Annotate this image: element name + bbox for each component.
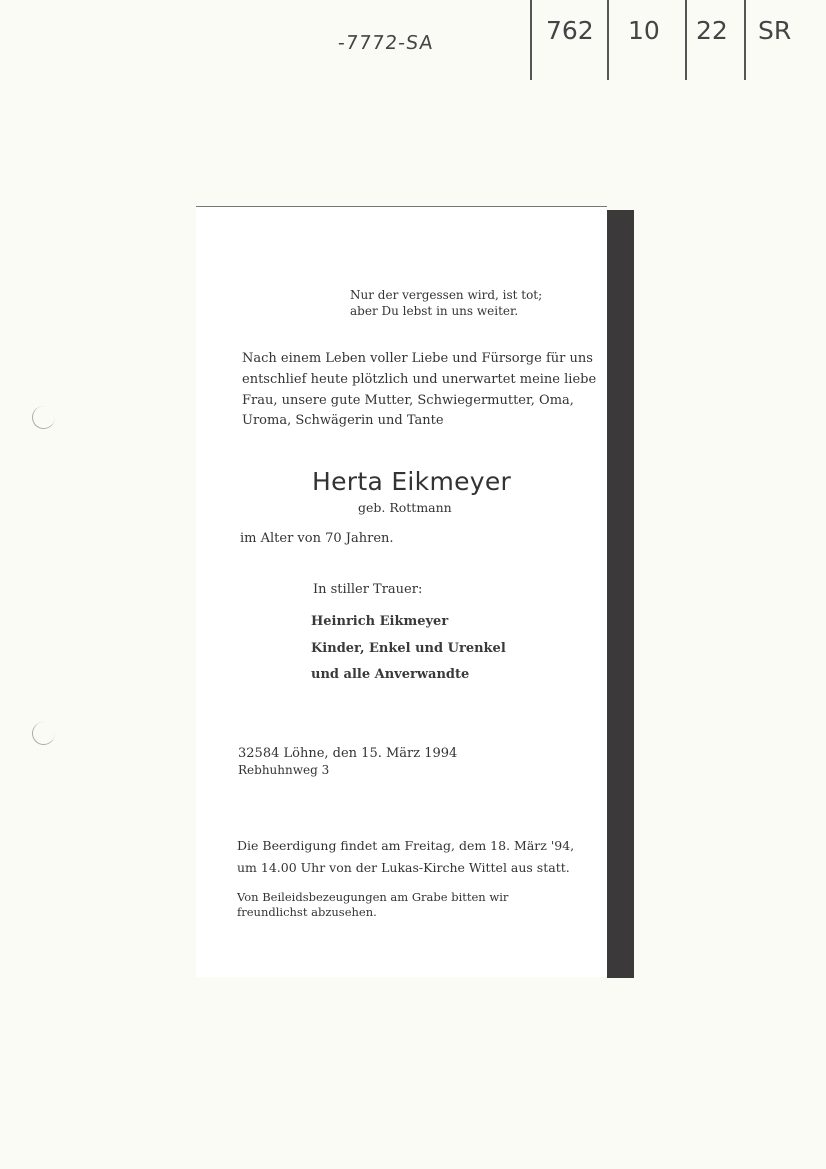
birth-name: geb. Rottmann: [358, 500, 452, 515]
funeral-line: Die Beerdigung findet am Freitag, dem 18. März '94,: [237, 838, 575, 853]
mourner-line: Heinrich Eikmeyer: [311, 614, 449, 629]
grid-cell: 762: [546, 16, 594, 45]
motto-line: aber Du lebst in uns weiter.: [350, 304, 519, 318]
deceased-name: Herta Eikmeyer: [312, 467, 512, 496]
age-line: im Alter von 70 Jahren.: [240, 531, 394, 546]
punch-hole: [32, 722, 55, 745]
grid-cell: 22: [696, 16, 728, 45]
grid-divider: [530, 0, 532, 80]
funeral-line: um 14.00 Uhr von der Lukas-Kirche Wittel aus statt.: [237, 860, 570, 875]
mourner-line: Kinder, Enkel und Urenkel: [311, 641, 506, 656]
intro-line: Frau, unsere gute Mutter, Schwiegermutter, Oma,: [242, 393, 574, 408]
obituary-card: [196, 206, 607, 977]
mourner-line: und alle Anverwandte: [311, 667, 470, 682]
street-address: Rebhuhnweg 3: [238, 763, 330, 777]
condolence-line: freundlichst abzusehen.: [237, 905, 377, 919]
condolence-line: Von Beileidsbezeugungen am Grabe bitten wir: [237, 890, 509, 904]
place-date: 32584 Löhne, den 15. März 1994: [238, 746, 458, 761]
archive-reference: -7772-SA: [336, 32, 435, 54]
grid-divider: [744, 0, 746, 80]
motto-line: Nur der vergessen wird, ist tot;: [350, 288, 543, 302]
grid-cell: 10: [628, 16, 660, 45]
intro-line: Uroma, Schwägerin und Tante: [242, 413, 444, 428]
mourning-bar: [607, 210, 634, 978]
mourning-heading: In stiller Trauer:: [313, 582, 423, 597]
grid-cell: SR: [758, 16, 792, 45]
grid-divider: [685, 0, 687, 80]
intro-line: Nach einem Leben voller Liebe und Fürsorge für uns: [242, 351, 593, 366]
punch-hole: [32, 406, 55, 429]
intro-line: entschlief heute plötzlich und unerwartet meine liebe: [242, 372, 597, 387]
grid-divider: [607, 0, 609, 80]
